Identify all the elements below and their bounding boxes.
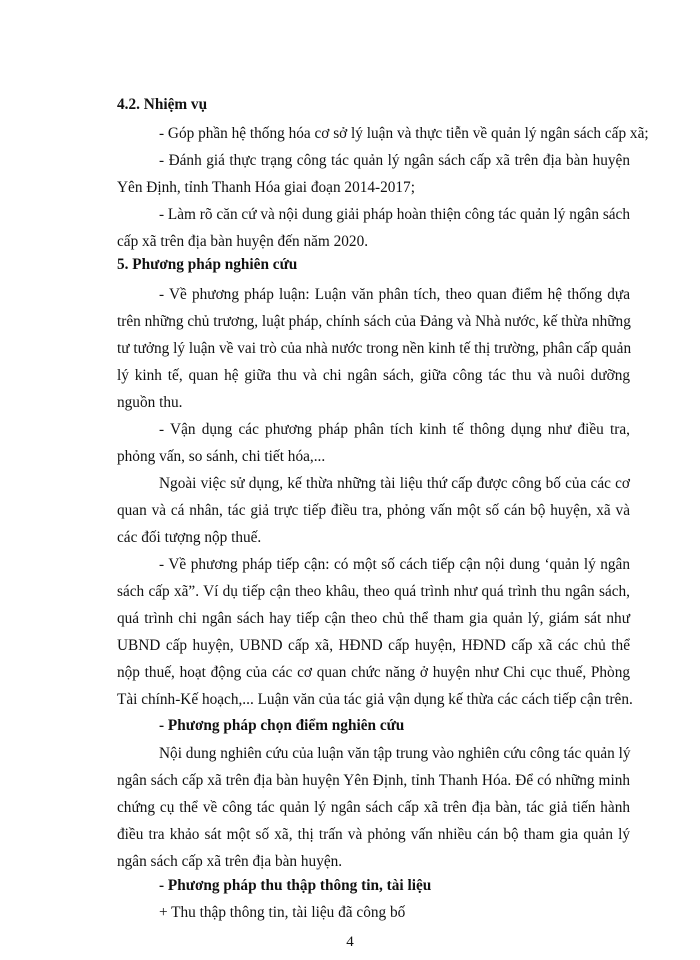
methodology-para-1-line-4: lý kinh tế, quan hệ giữa thu và chi ngân sách, giữa công tác thu và nuôi dưỡng (117, 367, 630, 384)
methodology-para-1-line-2: trên những chủ trương, luật pháp, chính sách của Đảng và Nhà nước, kế thừa những (117, 313, 631, 330)
research-site-method-heading: - Phương pháp chọn điểm nghiên cứu (159, 717, 405, 734)
page-number: 4 (346, 934, 354, 950)
task-item-1: - Góp phần hệ thống hóa cơ sở lý luận và thực tiễn về quản lý ngân sách cấp xã; (159, 125, 649, 142)
methodology-para-1-line-5: nguồn thu. (117, 394, 183, 411)
methodology-para-5-line-3: chứng cụ thể về công tác quản lý ngân sách cấp xã trên địa bàn, tác giả tiến hành (117, 799, 630, 816)
methodology-para-4-line-6: Tài chính-Kế hoạch,... Luận văn của tác giả vận dụng kế thừa các cách tiếp cận trên. (117, 691, 633, 708)
methodology-para-1-line-1: - Về phương pháp luận: Luận văn phân tích, theo quan điểm hệ thống dựa (159, 286, 630, 303)
methodology-para-4-line-2: sách cấp xã”. Ví dụ tiếp cận theo khâu, theo quá trình như quá trình thu ngân sách, (117, 583, 630, 600)
methodology-para-3-line-3: các đối tượng nộp thuế. (117, 529, 262, 546)
task-item-2-line-1: - Đánh giá thực trạng công tác quản lý ngân sách cấp xã trên địa bàn huyện (159, 152, 630, 169)
methodology-para-5-line-2: ngân sách cấp xã trên địa bàn huyện Yên Định, tỉnh Thanh Hóa. Để có những minh (117, 772, 630, 789)
methodology-para-4-line-4: UBND cấp huyện, UBND cấp xã, HĐND cấp huyện, HĐND cấp xã các chủ thể (117, 637, 630, 654)
task-item-2-line-2: Yên Định, tỉnh Thanh Hóa giai đoạn 2014-2017; (117, 179, 415, 196)
methodology-para-4-line-3: quá trình chi ngân sách hay tiếp cận theo chủ thể tham gia quản lý, giám sát như (117, 610, 630, 627)
methodology-para-2-line-1: - Vận dụng các phương pháp phân tích kinh tế thông dụng như điều tra, (159, 421, 630, 438)
methodology-para-5-line-5: ngân sách cấp xã trên địa bàn huyện. (117, 853, 343, 870)
task-item-3-line-1: - Làm rõ căn cứ và nội dung giải pháp hoàn thiện công tác quản lý ngân sách (159, 206, 630, 223)
methodology-para-4-line-5: nộp thuế, hoạt động của các cơ quan chức năng ở huyện như Chi cục thuế, Phòng (117, 664, 630, 681)
methodology-para-4-line-1: - Về phương pháp tiếp cận: có một số cách tiếp cận nội dung ‘quản lý ngân (159, 556, 630, 573)
task-item-3-line-2: cấp xã trên địa bàn huyện đến năm 2020. (117, 233, 369, 250)
methodology-para-3-line-1: Ngoài việc sử dụng, kế thừa những tài liệu thứ cấp được công bố của các cơ (159, 475, 630, 492)
section-5-heading: 5. Phương pháp nghiên cứu (117, 256, 298, 273)
data-collection-item-1: + Thu thập thông tin, tài liệu đã công bố (159, 904, 406, 921)
methodology-para-1-line-3: tư tưởng lý luận về vai trò của nhà nước trong nền kinh tế thị trường, phân cấp quản (117, 340, 632, 357)
data-collection-method-heading: - Phương pháp thu thập thông tin, tài liệu (159, 877, 432, 894)
methodology-para-2-line-2: phỏng vấn, so sánh, chi tiết hóa,... (117, 448, 326, 465)
methodology-para-3-line-2: quan và cá nhân, tác giả trực tiếp điều tra, phỏng vấn một số cán bộ huyện, xã và (117, 502, 630, 519)
section-4-2-heading: 4.2. Nhiệm vụ (117, 96, 208, 113)
methodology-para-5-line-1: Nội dung nghiên cứu của luận văn tập trung vào nghiên cứu công tác quản lý (159, 745, 631, 762)
methodology-para-5-line-4: điều tra khảo sát một số xã, thị trấn và phỏng vấn nhiều cán bộ tham gia quản lý (117, 826, 630, 843)
